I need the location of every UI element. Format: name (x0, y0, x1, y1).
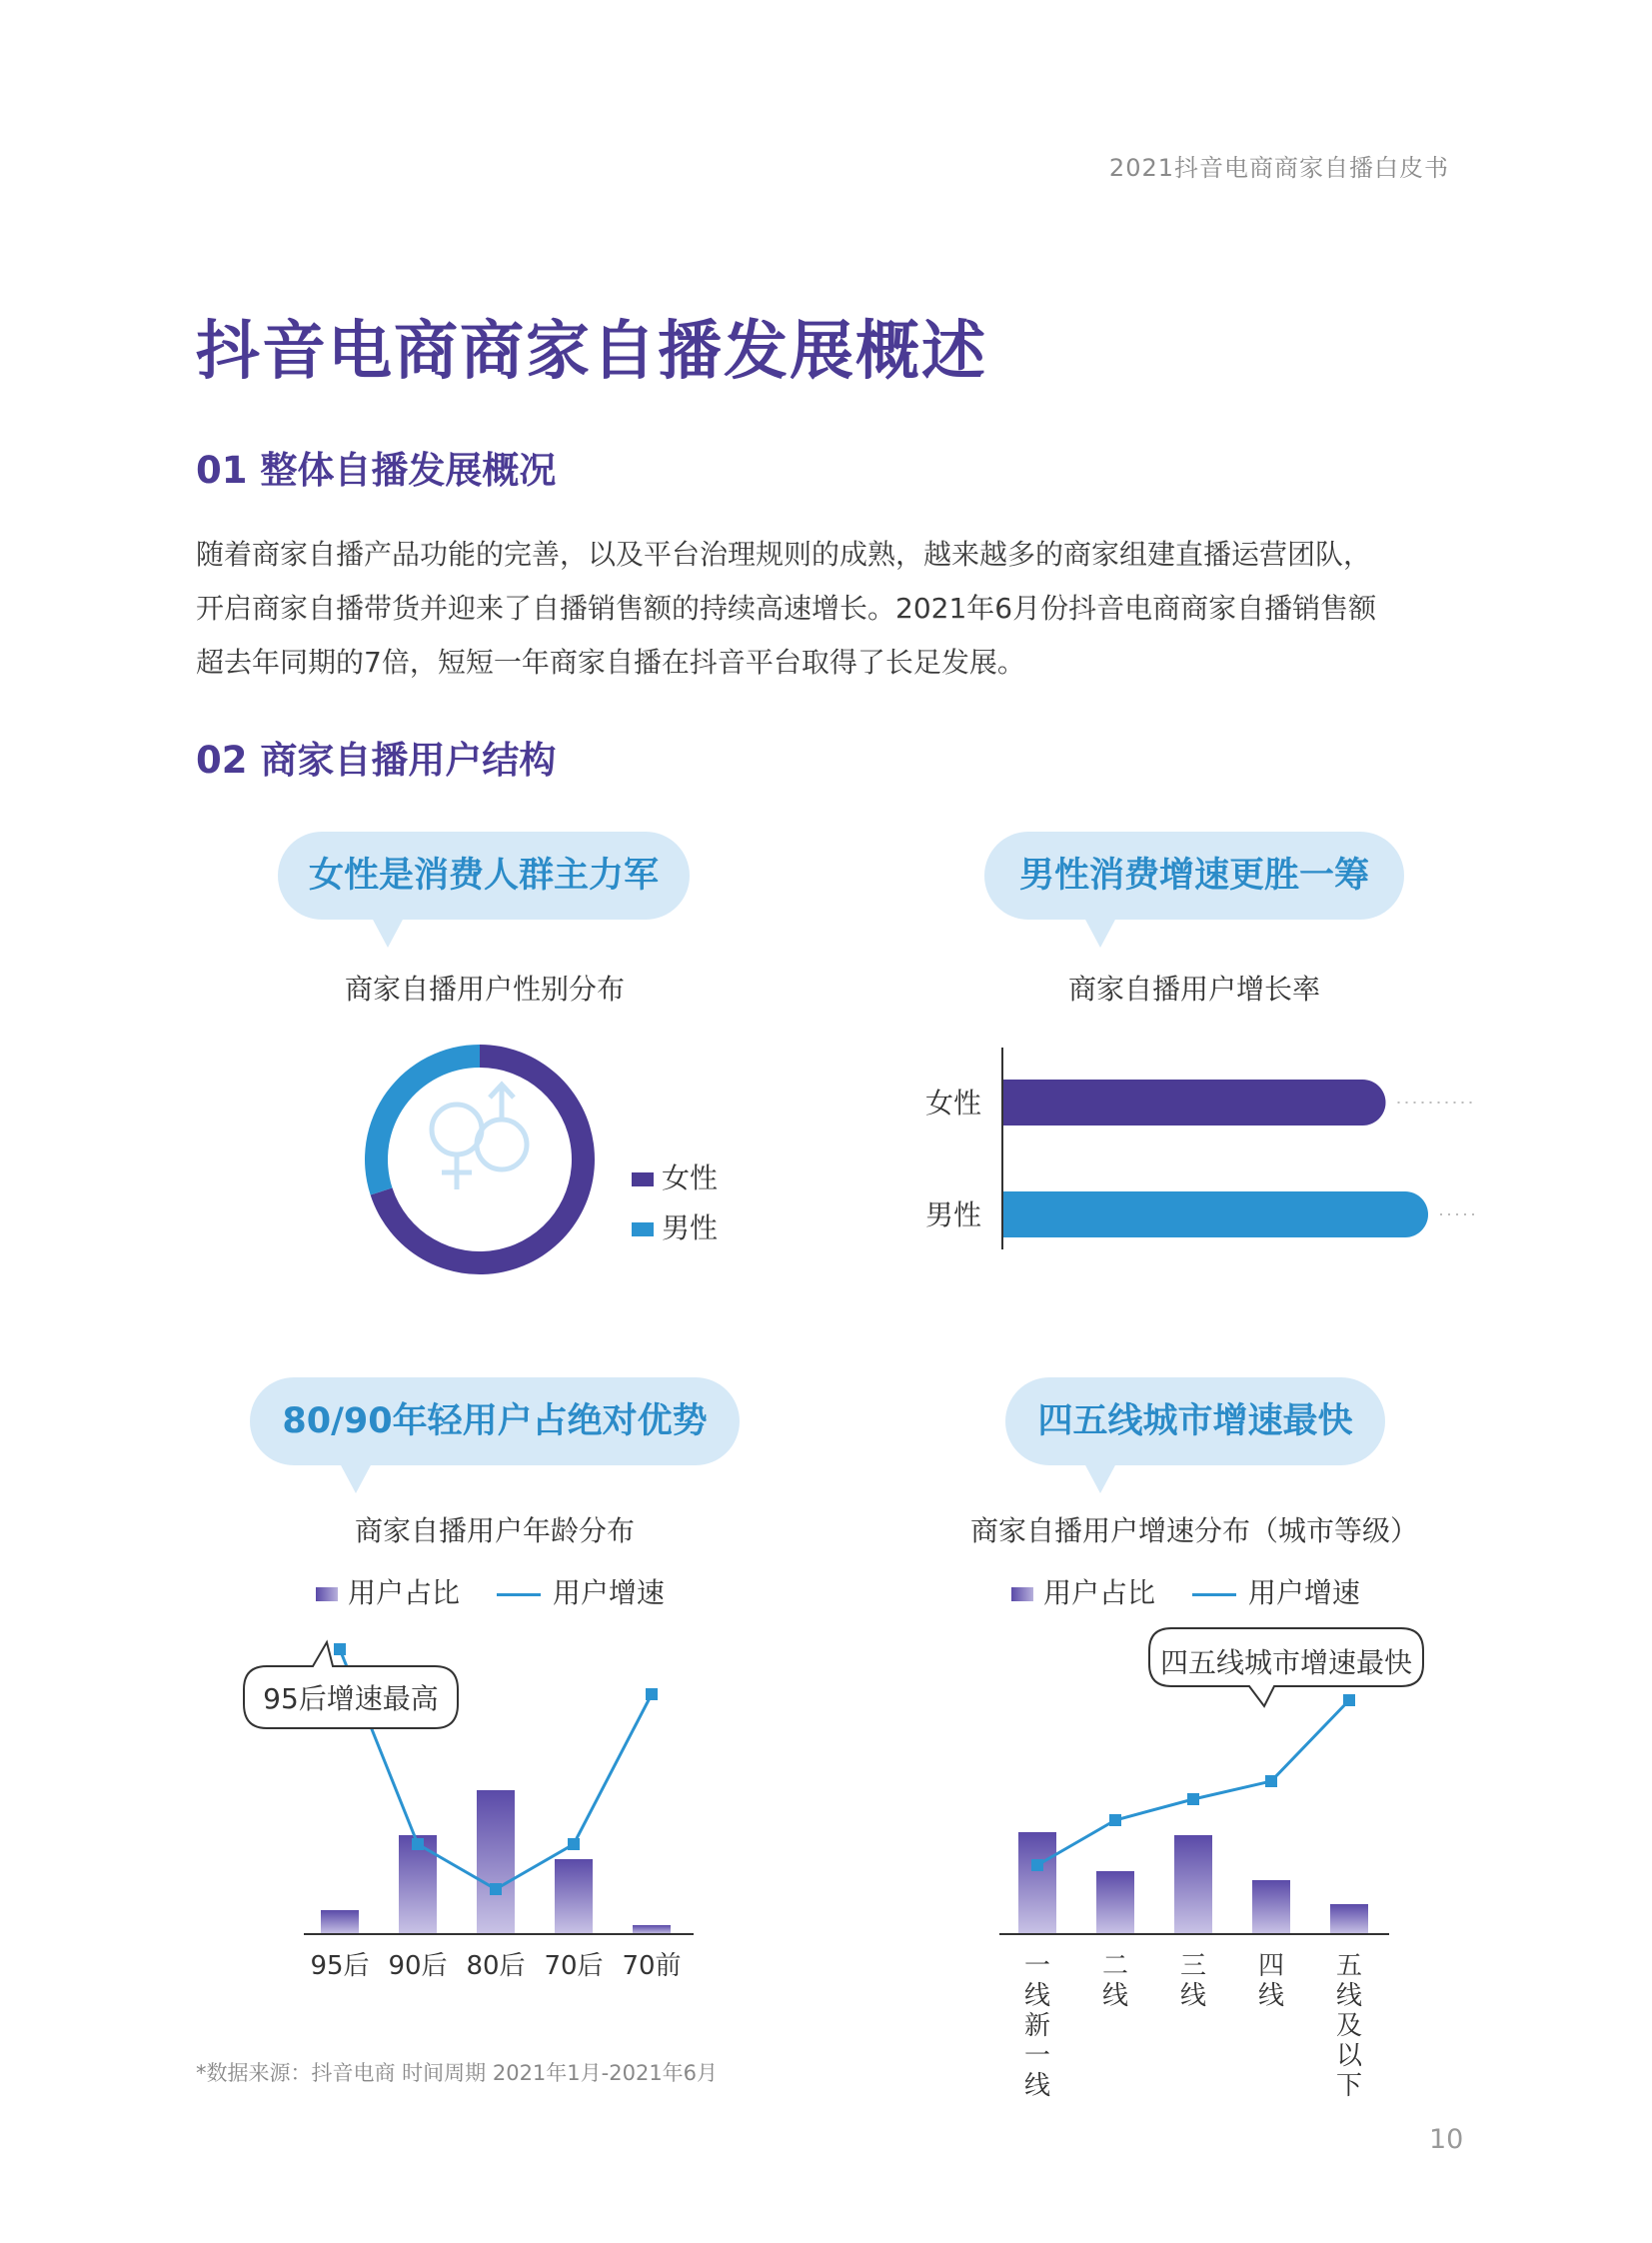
section-heading-user-structure: 02 商家自播用户结构 (196, 739, 557, 782)
callout-bubble-growth: 男性消费增速更胜一筹 (984, 832, 1404, 920)
line-point (1187, 1793, 1199, 1805)
callout-text: 四五线城市增速最快 (1159, 1646, 1413, 1679)
category-label: 女性 (924, 1087, 981, 1120)
bar-square-end (1003, 1191, 1033, 1237)
bar (633, 1925, 671, 1934)
bar-female (1003, 1080, 1386, 1125)
chart-title-growth: 商家自播用户增长率 (1067, 973, 1320, 1006)
bubble-tail (340, 1463, 372, 1493)
bar (477, 1790, 515, 1934)
legend-label-share: 用户占比 (348, 1576, 461, 1609)
line-point (1031, 1859, 1043, 1871)
x-tick-label: 二线 (1101, 1951, 1129, 2011)
chart-title-gender: 商家自播用户性别分布 (344, 973, 625, 1006)
city-tier-chart (979, 1624, 1479, 2101)
paragraph-line: 开启商家自播带货并迎来了自播销售额的持续高速增长。2021年6月份抖音电商商家自播销售额 (196, 592, 1377, 625)
age-distribution-chart (210, 1624, 730, 2004)
legend-age (316, 1571, 665, 1611)
gender-donut-chart (330, 1010, 750, 1289)
line-point (1343, 1694, 1355, 1706)
bubble-tail (1084, 918, 1116, 948)
legend-label-growth: 用户增速 (552, 1576, 665, 1609)
legend-swatch-male (632, 1222, 654, 1236)
bubble-tail (372, 918, 404, 948)
intro-paragraph (196, 528, 1465, 690)
bar-square-end (1003, 1080, 1033, 1125)
category-label: 男性 (924, 1198, 981, 1231)
bar (1096, 1871, 1134, 1934)
x-tick-label: 一线新一线 (1023, 1951, 1051, 2101)
gender-symbols-icon (432, 1085, 527, 1189)
x-tick-label: 70后 (544, 1951, 604, 1981)
line-point (412, 1838, 424, 1850)
legend-swatch-female (632, 1172, 654, 1186)
legend-swatch-growth (1192, 1593, 1236, 1596)
growth-rate-bar-chart (899, 1040, 1479, 1269)
callout-text: 95后增速最高 (263, 1682, 439, 1715)
chart-title-age: 商家自播用户年龄分布 (354, 1514, 635, 1547)
bar (1330, 1904, 1368, 1934)
line-point (490, 1883, 502, 1895)
bubble-tail (1084, 1463, 1116, 1493)
x-tick-label: 90后 (388, 1951, 448, 1981)
x-tick-label: 三线 (1179, 1951, 1207, 2011)
bar (321, 1910, 359, 1934)
document-header-title: 2021抖音电商商家自播白皮书 (1108, 154, 1449, 182)
x-tick-label: 五线及以下 (1335, 1951, 1363, 2101)
legend-label-share: 用户占比 (1043, 1576, 1156, 1609)
legend-swatch-share (1011, 1587, 1033, 1601)
section-heading-overview: 01 整体自播发展概况 (196, 449, 557, 492)
callout-city-growth (1149, 1628, 1423, 1706)
line-point (1109, 1814, 1121, 1826)
line-point (1265, 1775, 1277, 1787)
x-tick-label: 95后 (310, 1951, 370, 1981)
x-tick-label: 80后 (466, 1951, 526, 1981)
legend-swatch-share (316, 1587, 338, 1601)
x-tick-label: 70前 (622, 1951, 682, 1981)
chart-title-city: 商家自播用户增速分布（城市等级） (969, 1514, 1418, 1547)
legend-label-female: 女性 (662, 1161, 719, 1194)
line-point (568, 1838, 580, 1850)
bar (1252, 1880, 1290, 1934)
callout-bubble-city: 四五线城市增速最快 (1005, 1377, 1385, 1465)
line-point (646, 1688, 658, 1700)
paragraph-line: 超去年同期的7倍，短短一年商家自播在抖音平台取得了长足发展。 (196, 646, 1025, 679)
legend-swatch-growth (497, 1593, 541, 1596)
page-number: 10 (1429, 2124, 1464, 2155)
legend-city (1011, 1571, 1360, 1611)
bar-male (1003, 1191, 1428, 1237)
bar (1174, 1835, 1212, 1934)
bar (555, 1859, 593, 1934)
paragraph-line: 随着商家自播产品功能的完善，以及平台治理规则的成熟，越来越多的商家组建直播运营团队， (196, 538, 1372, 571)
line-point (334, 1643, 346, 1655)
data-source-note: *数据来源：抖音电商 时间周期 2021年1月-2021年6月 (196, 2061, 719, 2085)
callout-95-growth (244, 1642, 458, 1728)
callout-bubble-gender: 女性是消费人群主力军 (278, 832, 690, 920)
page-title: 抖音电商商家自播发展概述 (196, 315, 987, 389)
callout-bubble-age: 80/90年轻用户占绝对优势 (250, 1377, 740, 1465)
bar (1018, 1832, 1056, 1934)
legend-label-male: 男性 (662, 1211, 719, 1244)
legend-label-growth: 用户增速 (1247, 1576, 1360, 1609)
x-tick-label: 四线 (1257, 1951, 1285, 2011)
